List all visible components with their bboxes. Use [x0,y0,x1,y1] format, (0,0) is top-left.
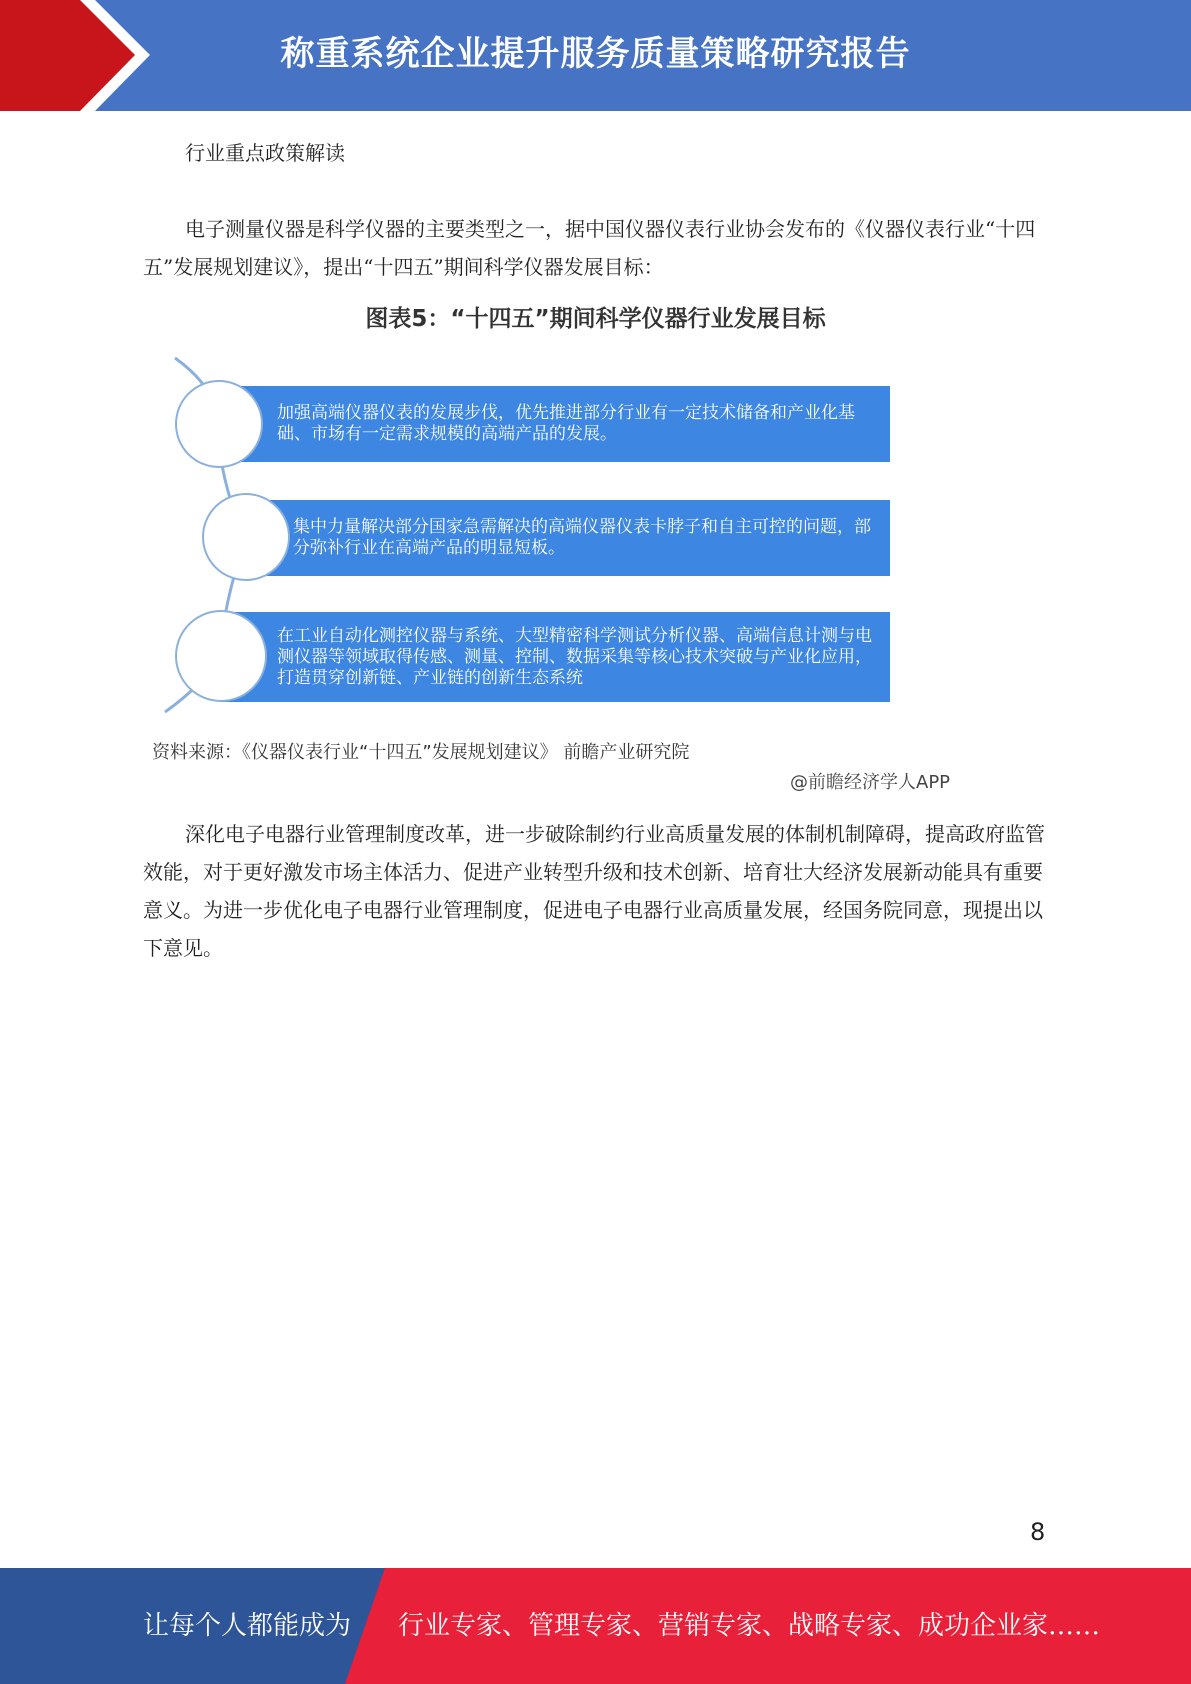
page-footer [0,1568,1191,1684]
page-number: 8 [1030,1518,1046,1546]
goal-1-circle-icon [175,380,263,468]
figure-title: 图表5：“十四五”期间科学仪器行业发展目标 [365,306,826,332]
intro-paragraph: 电子测量仪器是科学仪器的主要类型之一，据中国仪器仪表行业协会发布的《仪器仪表行业“十四五”发展规划建议》，提出“十四五”期间科学仪器发展目标： [143,217,1036,279]
section-heading: 行业重点政策解读 [185,141,345,165]
goal-item-1-text: 加强高端仪器仪表的发展步伐，优先推进部分行业有一定技术储备和产业化基础、市场有一定需求规模的高端产品的发展。 [277,403,855,444]
body-paragraph: 深化电子电器行业管理制度改革，进一步破除制约行业高质量发展的体制机制障碍，提高政府监管效能，对于更好激发市场主体活力、促进产业转型升级和技术创新、培育壮大经济发展新动能具有重要意义。为进一步优化电子电器行业管理制度，促进电子电器行业高质量发展，经国务院同意，现提出以下意见。 [143,822,1045,960]
goal-item-3 [220,612,890,702]
figure-credit: @前瞻经济学人APP [790,772,951,793]
page-header [0,0,1191,111]
figure-source: 资料来源：《仪器仪表行业“十四五”发展规划建议》 前瞻产业研究院 [152,742,690,763]
goal-item-2-text: 集中力量解决部分国家急需解决的高端仪器仪表卡脖子和自主可控的问题，部分弥补行业在高端产品的明显短板。 [293,517,871,558]
goal-item-2 [245,500,890,576]
footer-slogan-right: 行业专家、管理专家、营销专家、战略专家、成功企业家…… [398,1611,1101,1641]
goal-2-circle-icon [202,493,290,581]
goal-item-1 [220,386,890,462]
goals-figure [160,350,940,720]
goal-3-circle-icon [175,610,267,702]
goal-item-3-text: 在工业自动化测控仪器与系统、大型精密科学测试分析仪器、高端信息计测与电测仪器等领域取得传感、测量、控制、数据采集等核心技术突破与产业化应用，打造贯穿创新链、产业链的创新生态系统 [277,625,872,688]
report-title: 称重系统企业提升服务质量策略研究报告 [280,34,911,74]
footer-slogan-left: 让每个人都能成为 [143,1611,352,1641]
